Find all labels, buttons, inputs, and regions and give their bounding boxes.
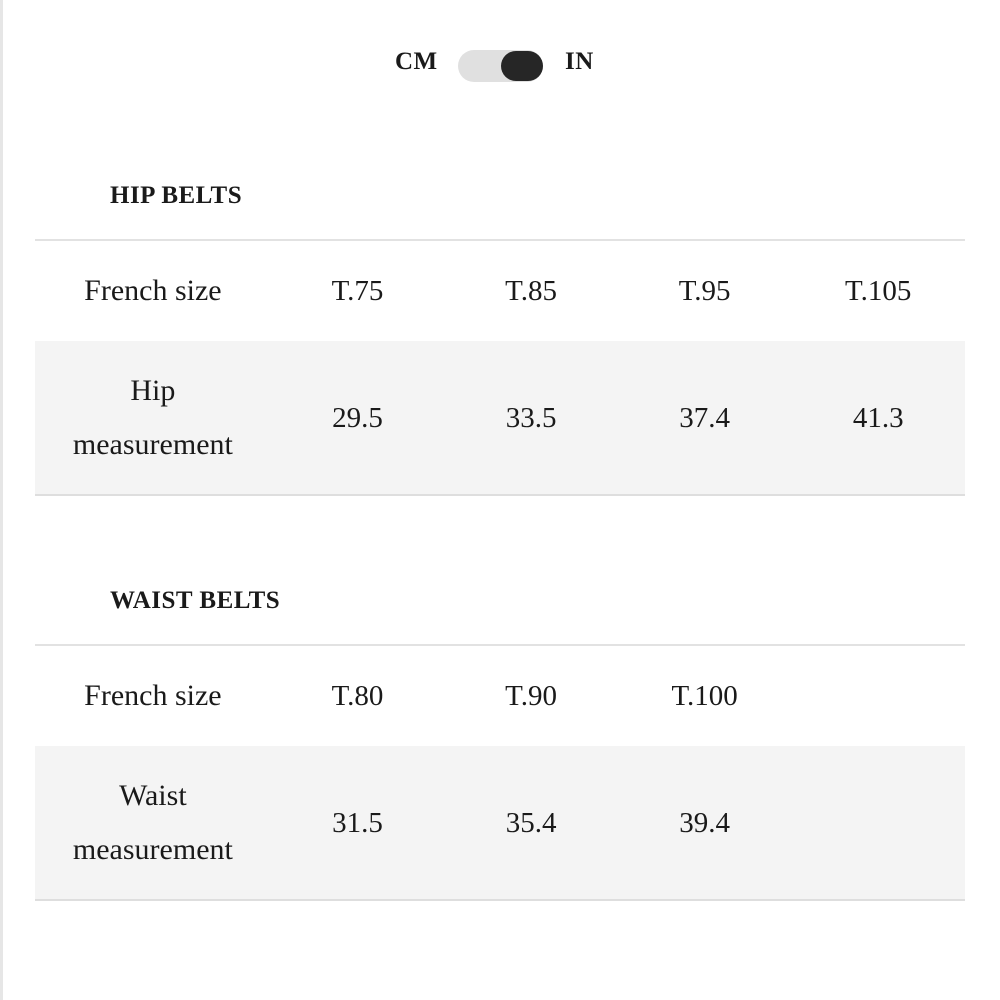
table-cell: T.105 [845, 274, 912, 307]
row-header-label: Waist measurement [72, 778, 233, 866]
table-cell: T.80 [331, 679, 384, 712]
table-cell [791, 645, 965, 746]
table-cell [791, 746, 965, 900]
unit-cm-label[interactable]: CM [395, 48, 438, 75]
table-cell: 41.3 [791, 341, 965, 495]
table-cell: 29.5 [271, 341, 445, 495]
table-cell: T.95 [678, 274, 731, 307]
row-header [35, 341, 271, 495]
row-header-label: Hip measurement [72, 373, 233, 461]
table-row [35, 746, 965, 900]
unit-toggle-switch[interactable] [458, 50, 543, 82]
table-cell: T.75 [331, 274, 384, 307]
left-edge-border [0, 0, 3, 1000]
row-header: French size [84, 274, 222, 307]
waist-belts-size-table [35, 644, 965, 901]
section-title: WAIST BELTS [110, 587, 281, 614]
table-cell: T.90 [505, 679, 557, 712]
table-row [35, 341, 965, 495]
table-cell: 33.5 [444, 341, 618, 495]
table-cell: 39.4 [618, 746, 792, 900]
table-row [35, 645, 965, 746]
hip-belts-section [35, 170, 965, 496]
row-header: French size [84, 679, 222, 712]
table-row [35, 240, 965, 341]
row-header [35, 746, 271, 900]
table-cell: 37.4 [618, 341, 792, 495]
waist-belts-section [35, 575, 965, 901]
table-cell: T.100 [671, 679, 738, 712]
hip-belts-size-table [35, 239, 965, 496]
unit-in-label[interactable]: IN [565, 48, 594, 75]
unit-toggle-row [0, 40, 1000, 90]
table-cell: 31.5 [271, 746, 445, 900]
table-cell: T.85 [505, 274, 557, 307]
table-cell: 35.4 [444, 746, 618, 900]
section-title: HIP BELTS [110, 182, 243, 209]
unit-toggle-knob[interactable] [501, 51, 543, 81]
